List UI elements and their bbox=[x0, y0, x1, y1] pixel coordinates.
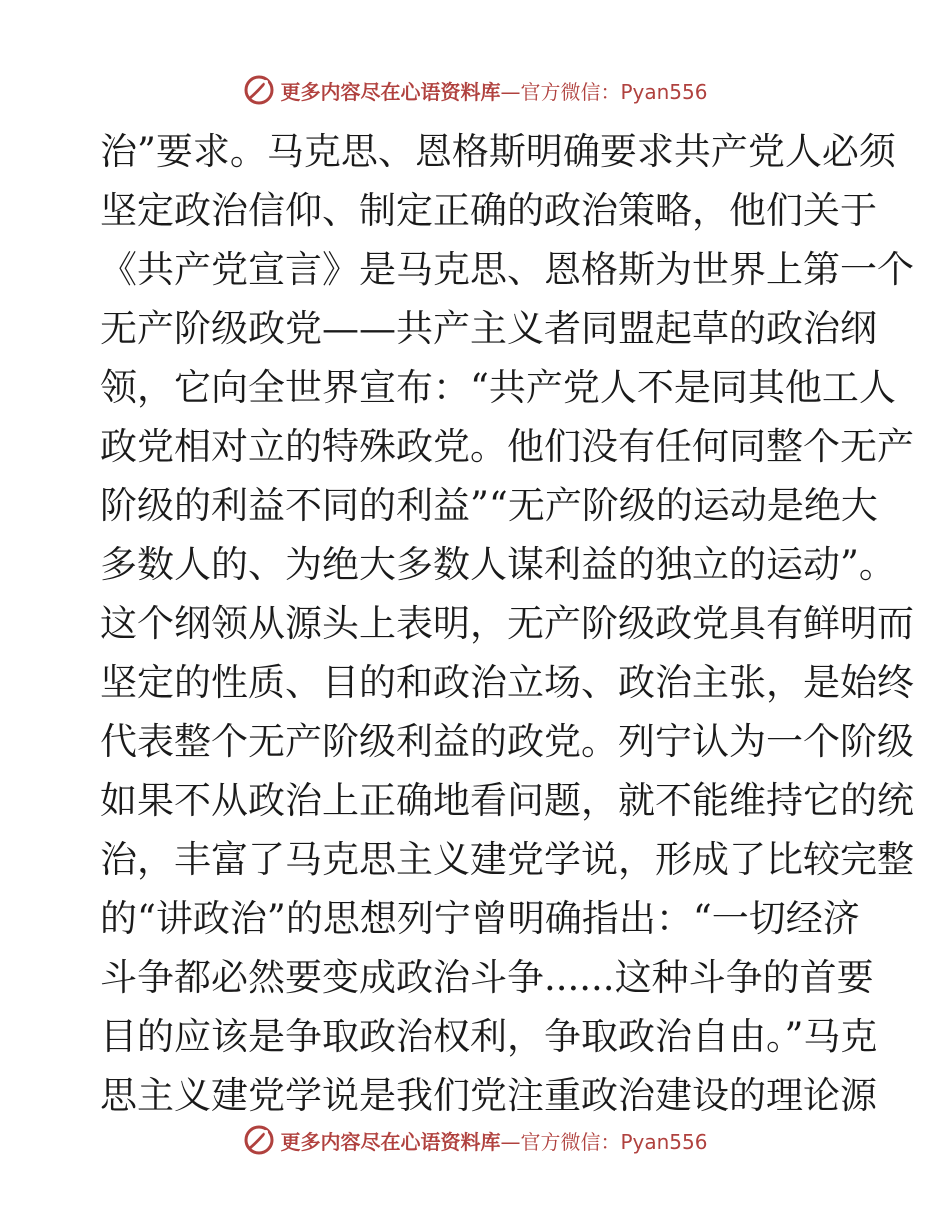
footer-banner-text bbox=[280, 1126, 707, 1155]
text-line: 政党相对立的特殊政党。他们没有任何同整个无产 bbox=[100, 425, 914, 468]
text-line: 治，丰富了马克思主义建党学说，形成了比较完整 bbox=[100, 838, 914, 881]
pen-logo-icon bbox=[242, 1123, 276, 1157]
header-banner-text bbox=[280, 76, 707, 105]
text-line: 的“讲政治”的思想列宁曾明确指出：“一切经济 bbox=[100, 897, 860, 940]
text-line: 斗争都必然要变成政治斗争......这种斗争的首要 bbox=[100, 956, 874, 999]
text-line: 目的应该是争取政治权利，争取政治自由。”马克 bbox=[100, 1015, 878, 1058]
banner-wechat: 官方微信：Pyan556 bbox=[520, 79, 708, 104]
text-line: 《共产党宣言》是马克思、恩格斯为世界上第一个 bbox=[100, 248, 914, 291]
text-line: 多数人的、为绝大多数人谋利益的独立的运动”。 bbox=[100, 543, 896, 586]
footer-banner bbox=[0, 1120, 950, 1160]
text-line: 阶级的利益不同的利益”“无产阶级的运动是绝大 bbox=[100, 484, 878, 527]
text-line: 坚定政治信仰、制定正确的政治策略，他们关于 bbox=[100, 189, 877, 232]
text-line: 无产阶级政党——共产主义者同盟起草的政治纲 bbox=[100, 307, 877, 350]
document-body bbox=[100, 122, 914, 1125]
text-line: 思主义建党学说是我们党注重政治建设的理论源 bbox=[100, 1074, 877, 1117]
banner-main: 更多内容尽在心语资料库 bbox=[280, 1129, 501, 1154]
banner-dash: — bbox=[500, 1129, 521, 1154]
text-line: 这个纲领从源头上表明，无产阶级政党具有鲜明而 bbox=[100, 602, 914, 645]
text-line: 代表整个无产阶级利益的政党。列宁认为一个阶级 bbox=[100, 720, 914, 763]
pen-logo-icon bbox=[242, 73, 276, 107]
text-line: 治”要求。马克思、恩格斯明确要求共产党人必须 bbox=[100, 130, 896, 173]
text-line: 领，它向全世界宣布：“共产党人不是同其他工人 bbox=[100, 366, 896, 409]
banner-main: 更多内容尽在心语资料库 bbox=[280, 79, 501, 104]
banner-wechat: 官方微信：Pyan556 bbox=[520, 1129, 708, 1154]
text-line: 坚定的性质、目的和政治立场、政治主张，是始终 bbox=[100, 661, 914, 704]
text-line: 如果不从政治上正确地看问题，就不能维持它的统 bbox=[100, 779, 914, 822]
banner-dash: — bbox=[500, 79, 521, 104]
header-banner bbox=[0, 70, 950, 110]
